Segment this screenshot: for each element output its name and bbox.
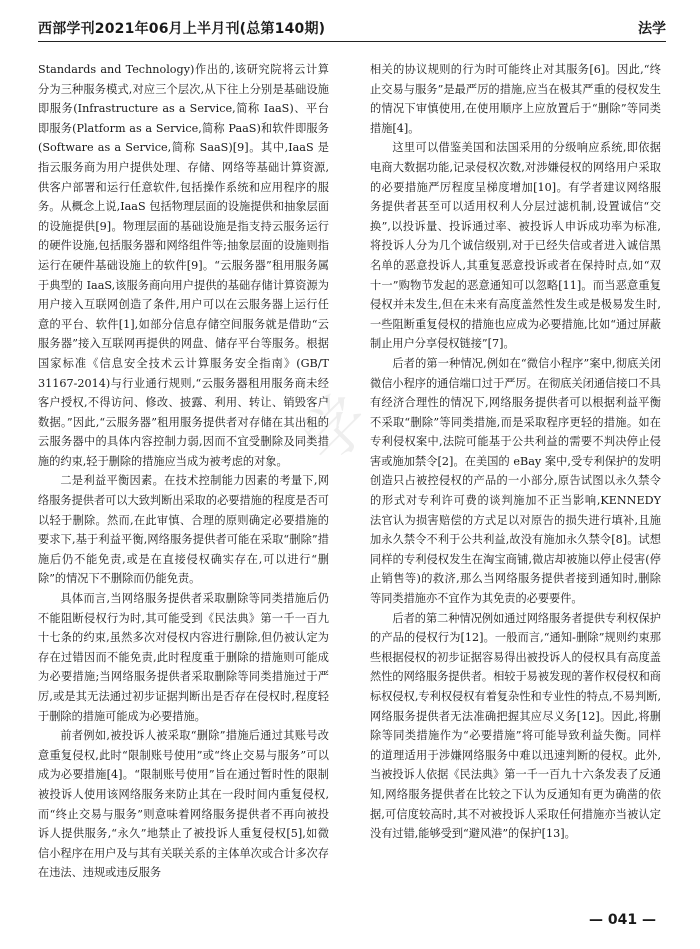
running-header [38,18,666,42]
section-label: 法学 [638,21,666,37]
right-column [370,60,661,900]
watermark: 学 [287,381,386,480]
paragraph: 这里可以借鉴美国和法国采用的分级响应系统,即依据电商大数据功能,记录侵权次数,对涉嫌侵权的网络用户采取的必要措施严厉程度呈梯度增加[10]。有学者建议网络服务提供者甚至可以适用权利人分层过滤机制,设置诚信“交换”,以投诉量、投诉通过率、被投诉人申诉成功率为标准,将投诉人分为几个诚信级别,对于已经失信或者进入诚信黑名单的恶意投诉人,其重复恶意投诉或者在保持时点,如“双十一”购物节发起的恶意通知可以忽略[11]。而当恶意重复侵权并未发生,但在未来有高度盖然性发生或是极易发生时,一些阻断重复侵权的措施也应成为必要措施,比如“通过屏蔽制止用户分享侵权链接”[7]。 [370,141,661,351]
left-column [38,60,329,900]
paragraph: Standards and Technology)作出的,该研究院将云计算分为三种服务模式,对应三个层次,从下往上分别是基础设施即服务(Infrastructure as a Service,简称 IaaS)、平台即服务(Platform as a Service,简称 PaaS)和软件即服务(Software as a Service,简称 SaaS)[9]。其中,IaaS 是指云服务商为用户提供处理、存储、网络等基础计算资源,供客户部署和运行任意软件,包括操作系统和应用程序的服务。从概念上说,IaaS 包括物理层面的设施提供和抽象层面的设施提供[9]。物理层面的基础设施是指支持云服务运行的硬件设施,包括服务器和网络组件等;抽象层面的设施则指运行在硬件基础设施上的软件[9]。“云服务器”租用服务属于典型的 IaaS,该服务商向用户提供的基础存储计算资源为用户接入互联网创造了条件,用户可以在云服务器上运行任意的平台、软件[1],如部分信息存储空间服务就是借助“云服务器”接入互联网再提供的网盘、储存平台等服务。根据国家标准《信息安全技术云计算服务安全指南》(GB/T 31167-2014)与行业通行规则,“云服务器租用服务商未经客户授权,不得访问、修改、披露、利用、转让、销毁客户数据。”因此,“云服务器”租用服务提供者对存储在其出租的云服务器中的具体内容控制力弱,因而不宜受删除及同类措施的约束,轻于删除的措施应当成为被考虑的对象。 [38,63,329,468]
paragraph: 具体而言,当网络服务提供者采取删除等同类措施后仍不能阻断侵权行为时,其可能受到《民法典》第一千一百九十七条的约束,虽然多次对侵权内容进行删除,但仍被认定为存在过错因而不能免责,此时程度重于删除的措施则可能成为必要措施;当网络服务提供者采取删除等同类措施过于严厉,或是其无法通过初步证据判断出是否存在侵权时,程度轻于删除的措施可能成为必要措施。 [38,592,329,723]
paragraph: 后者的第一种情况,例如在“微信小程序”案中,彻底关闭微信小程序的通信端口过于严厉。在彻底关闭通信接口不具有经济合理性的情况下,网络服务提供者可以根据利益平衡不采取“删除”等同类措施,而是采取程序更轻的措施。如在专利侵权案中,法院可能基于公共利益的需要不判决停止侵害或施加禁令[2]。在美国的 eBay 案中,受专利保护的发明创造只占被控侵权的产品的一小部分,原告试图以永久禁令的形式对专利许可费的谈判施加不正当影响,KENNEDY 法官认为损害赔偿的方式足以对原告的损失进行填补,且施加永久禁令不利于公共利益,故没有施加永久禁令[8]。试想同样的专利侵权发生在淘宝商铺,微店却被施以停止侵害(停止销售等)的救济,那么当网络服务提供者接到通知时,删除等同类措施亦不宜作为其免责的必要要件。 [370,356,661,606]
journal-title: 西部学刊2021年06月上半月刊(总第140期) [38,21,326,37]
page-number: — 041 — [589,912,656,928]
paragraph: 后者的第二种情况例如通过网络服务者提供专利权保护的产品的侵权行为[12]。一般而言,“通知-删除”规则约束那些根据侵权的初步证据容易得出被投诉人的侵权具有高度盖然性的网络服务提供者。相较于易被发现的著作权侵权和商标权侵权,专利权侵权有着复杂性和专业性的特点,不易判断,网络服务提供者无法准确把握其应尽义务[12]。因此,将删除等同类措施作为“必要措施”将可能导致利益失衡。同样的道理适用于涉嫌网络服务中难以迅速判断的侵权。此外,当被投诉人依据《民法典》第一千一百九十六条发表了反通知,网络服务提供者在比较之下认为反通知有更为确凿的依据,可信度较高时,其不对被投诉人采取任何措施亦当被认定没有过错,能够受到“避风港”的保护[13]。 [370,611,661,841]
paragraph: 前者例如,被投诉人被采取“删除”措施后通过其账号改意重复侵权,此时“限制账号使用”或“终止交易与服务”可以成为必要措施[4]。“限制账号使用”旨在通过暂时性的限制被投诉人使用该网络服务来防止其在一段时间内重复侵权,而“终止交易与服务”则意味着网络服务提供者不再向被投诉人提供服务,“永久”地禁止了被投诉人重复侵权[5],如微信小程序在用户及与其有关联关系的主体单次或合计多次存在违法、违规或违反服务 [38,729,329,880]
paragraph: 相关的协议规则的行为时可能终止对其服务[6]。因此,“终止交易与服务”是最严厉的措施,应当在极其严重的侵权发生的情况下审慎使用,在使用顺序上应放置后于“删除”等同类措施[4]。 [370,63,661,135]
paragraph: 二是利益平衡因素。在技术控制能力因素的考量下,网络服务提供者可以大致判断出采取的必要措施的程度是否可以轻于删除。然而,在此审慎、合理的原则确定必要措施的要求下,基于利益平衡,网络服务提供者可能在采取“删除”措施后仍不能免责,或是在直接侵权确实存在,可以进行“删除”的情况下不删除而仍能免责。 [38,474,329,586]
